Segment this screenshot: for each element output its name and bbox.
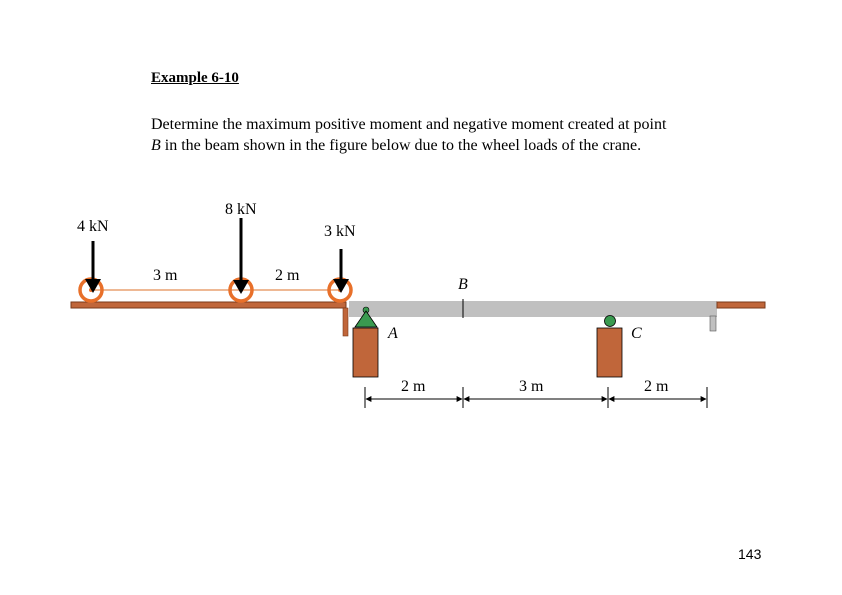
beam-end-post — [710, 316, 716, 331]
dimension-label-2: 3 m — [519, 378, 544, 395]
load-label-1: 4 kN — [77, 218, 109, 235]
wheel-spacing-label-2: 2 m — [275, 267, 300, 284]
load-arrow-1 — [85, 241, 101, 293]
problem-text-rest: in the beam shown in the figure below due to the wheel loads of the crane. — [160, 137, 642, 154]
point-b-ref: B — [151, 137, 161, 154]
crane-rail — [71, 302, 346, 308]
right-deck — [717, 302, 765, 308]
point-c-label: C — [631, 325, 642, 342]
wheel-spacing-label-1: 3 m — [153, 267, 178, 284]
point-a-label: A — [388, 325, 398, 342]
problem-text-line-1: Determine the maximum positive moment and negative moment created at point — [151, 116, 667, 133]
load-label-2: 8 kN — [225, 201, 257, 218]
rail-end-post — [343, 308, 348, 336]
dimension-label-3: 2 m — [644, 378, 669, 395]
dimension-label-1: 2 m — [401, 378, 426, 395]
page-number: 143 — [738, 546, 762, 562]
load-arrow-3 — [333, 249, 349, 293]
main-beam — [349, 301, 717, 317]
example-title: Example 6-10 — [151, 70, 239, 86]
roller-c — [605, 316, 616, 327]
support-c-column — [597, 328, 622, 377]
support-a-column — [353, 328, 378, 377]
load-label-3: 3 kN — [324, 223, 356, 240]
load-arrow-2 — [233, 218, 249, 294]
point-b-label: B — [458, 276, 468, 293]
